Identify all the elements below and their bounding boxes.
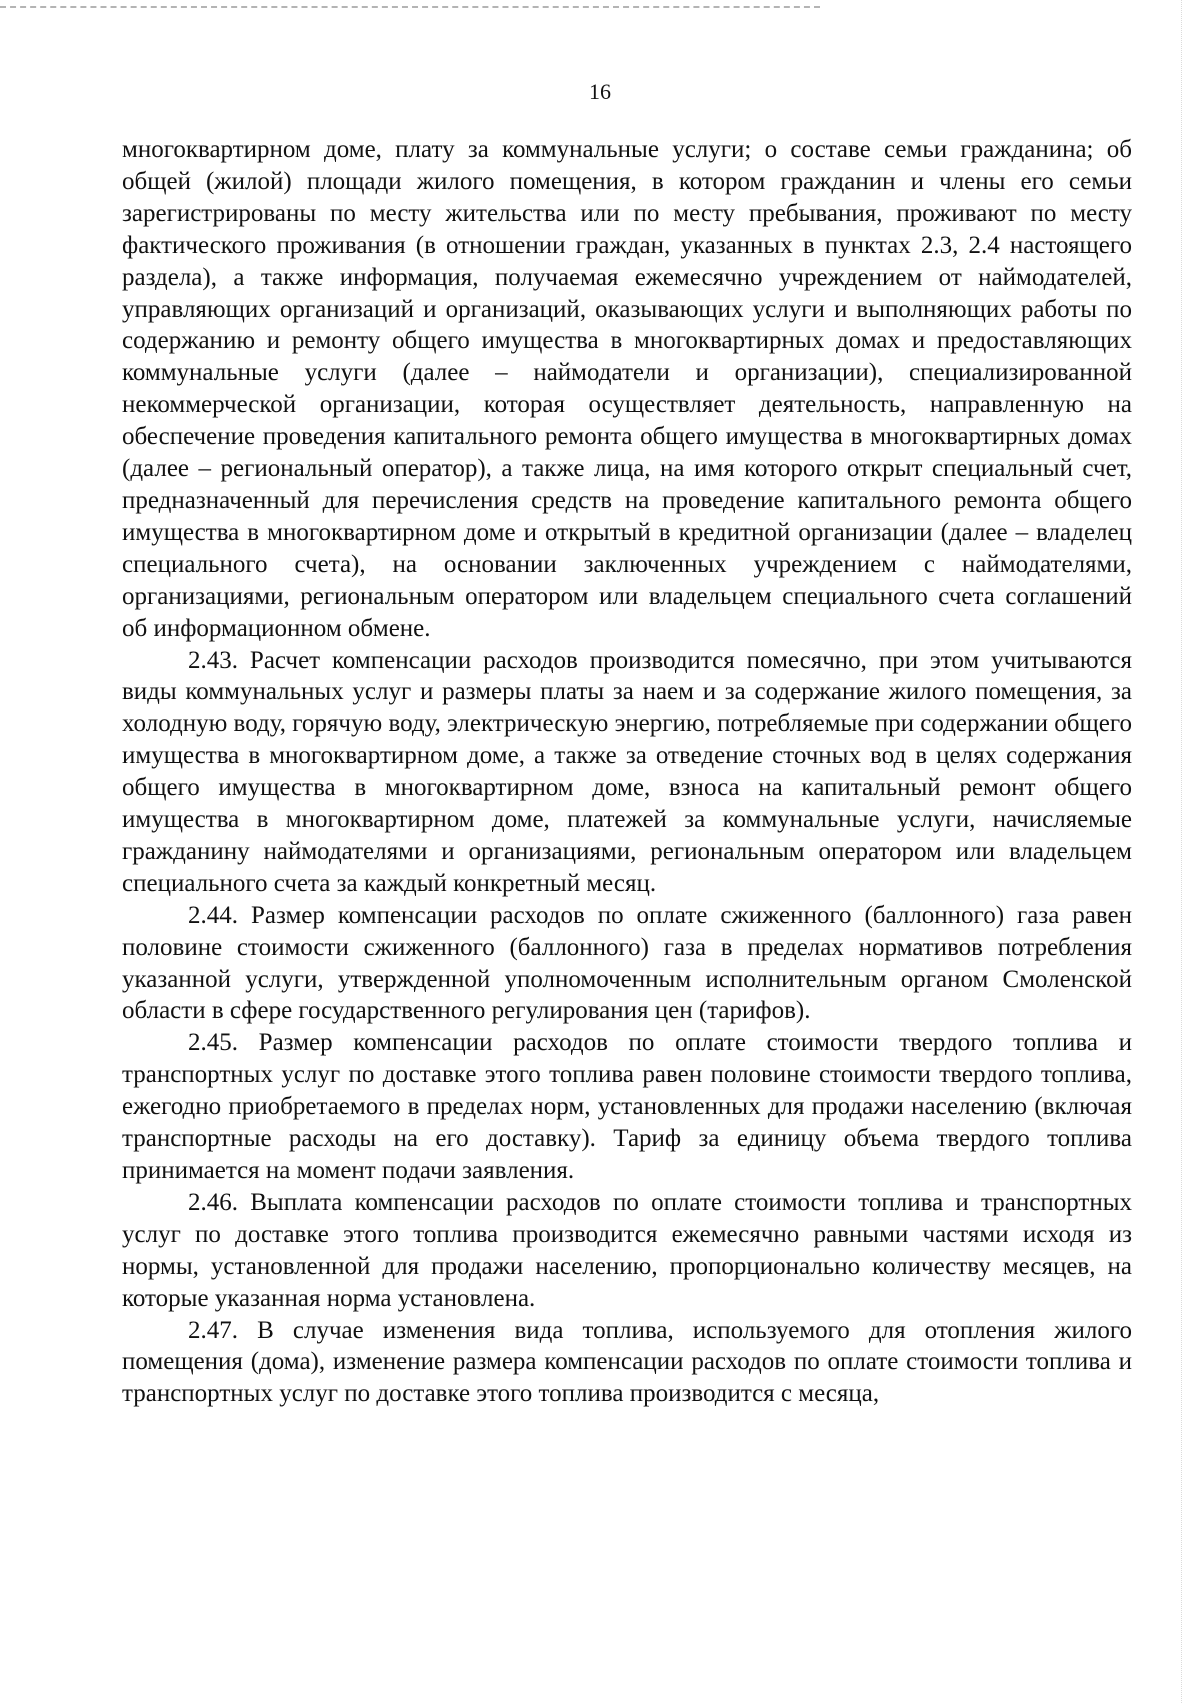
- paragraph-2-47: 2.47. В случае изменения вида топлива, используемого для отопления жилого помещения (дома), изменение размера компенсации расходов по оплате стоимости топлива и транспортных услуг по доставке этого топлива производится с месяца,: [122, 1316, 1132, 1408]
- paragraph-2-43: 2.43. Расчет компенсации расходов производится помесячно, при этом учитываются виды коммунальных услуг и размеры платы за наем и за содержание жилого помещения, за холодную воду, горячую воду, электрическую энергию, потребляемые при содержании общего имущества в многоквартирном доме, а также за отведение сточных вод в целях содержания общего имущества в многоквартирном доме, взноса на капитальный ремонт общего имущества в многоквартирном доме, платежей за коммунальные услуги, начисляемые гражданину наймодателями и организациями, региональным оператором или владельцем специального счета за каждый конкретный месяц.: [122, 646, 1132, 897]
- document-body: [122, 134, 1132, 1410]
- scan-artifact-top-line: [0, 6, 820, 8]
- page-number: 16: [589, 79, 611, 104]
- paragraph-2-44: 2.44. Размер компенсации расходов по оплате сжиженного (баллонного) газа равен половине стоимости сжиженного (баллонного) газа в пределах нормативов потребления указанной услуги, утвержденной уполномоченным исполнительным органом Смоленской области в сфере государственного регулирования цен (тарифов).: [122, 901, 1132, 1025]
- scan-artifact-right-edge: [1181, 0, 1182, 1703]
- paragraph-2-46: 2.46. Выплата компенсации расходов по оплате стоимости топлива и транспортных услуг по доставке этого топлива производится ежемесячно равными частями исходя из нормы, установленной для продажи населению, пропорционально количеству месяцев, на которые указанная норма установлена.: [122, 1188, 1132, 1312]
- paragraph-continuation: многоквартирном доме, плату за коммунальные услуги; о составе семьи гражданина; об общей (жилой) площади жилого помещения, в котором гражданин и члены его семьи зарегистрированы по месту жительства или по месту пребывания, проживают по месту фактического проживания (в отношении граждан, указанных в пунктах 2.3, 2.4 настоящего раздела), а также информация, получаемая ежемесячно учреждением от наймодателей, управляющих организаций и организаций, оказывающих услуги и выполняющих работы по содержанию и ремонту общего имущества в многоквартирных домах и предоставляющих коммунальные услуги (далее – наймодатели и организации), специализированной некоммерческой организации, которая осуществляет деятельность, направленную на обеспечение проведения капитального ремонта общего имущества в многоквартирных домах (далее – региональный оператор), а также лица, на имя которого открыт специальный счет, предназначенный для перечисления средств на проведение капитального ремонта общего имущества в многоквартирном доме и открытый в кредитной организации (далее – владелец специального счета), на основании заключенных учреждением с наймодателями, организациями, региональным оператором или владельцем специального счета соглашений об информационном обмене.: [122, 136, 1132, 642]
- paragraph-2-45: 2.45. Размер компенсации расходов по оплате стоимости твердого топлива и транспортных услуг по доставке этого топлива равен половине стоимости твердого топлива, ежегодно приобретаемого в пределах норм, установленных для продажи населению (включая транспортные расходы на его доставку). Тариф за единицу объема твердого топлива принимается на момент подачи заявления.: [122, 1029, 1132, 1184]
